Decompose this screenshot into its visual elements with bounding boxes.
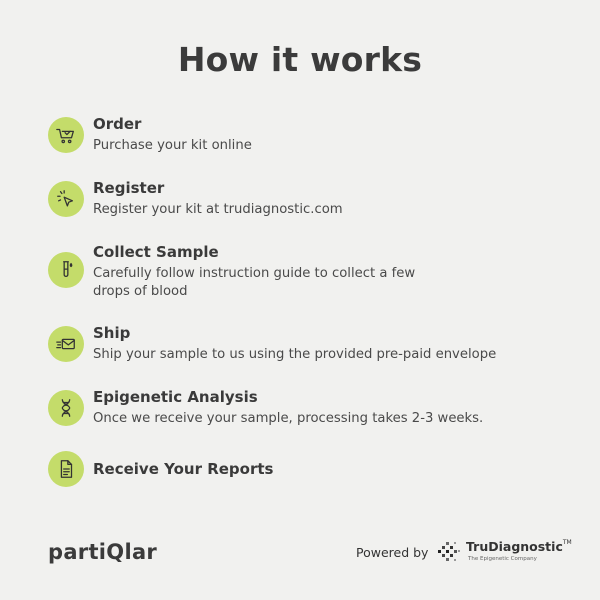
step-description: Register your kit at trudiagnostic.com [93,202,343,217]
dna-icon [48,390,84,426]
step-title: Collect Sample [93,243,219,261]
step-title: Receive Your Reports [93,460,274,478]
document-icon [48,451,84,487]
brand-tagline: The Epigenetic Company [468,556,537,562]
step-description: Carefully follow instruction guide to collect a few drops of blood [93,266,416,299]
page-title: How it works [177,40,423,79]
brand-name: TruDiagnostic [466,539,563,554]
step-title: Order [93,115,142,133]
step-title: Register [93,179,165,197]
step-title: Ship [93,324,131,342]
trudiagnostic-mark-icon [438,540,462,564]
partiqlar-logo: partiQlar [48,540,158,564]
trudiagnostic-logo [438,536,572,568]
step-description: Purchase your kit online [93,138,252,153]
step-description: Ship your sample to us using the provided pre-paid envelope [93,347,497,362]
step-description: Once we receive your sample, processing takes 2-3 weeks. [93,411,484,426]
brand-trademark: TM [562,539,572,546]
envelope-send-icon [48,326,84,362]
step-title: Epigenetic Analysis [93,388,258,406]
cart-check-icon [48,117,84,153]
cursor-click-icon [48,181,84,217]
powered-by-label: Powered by [356,545,429,560]
test-tube-icon [48,252,84,288]
